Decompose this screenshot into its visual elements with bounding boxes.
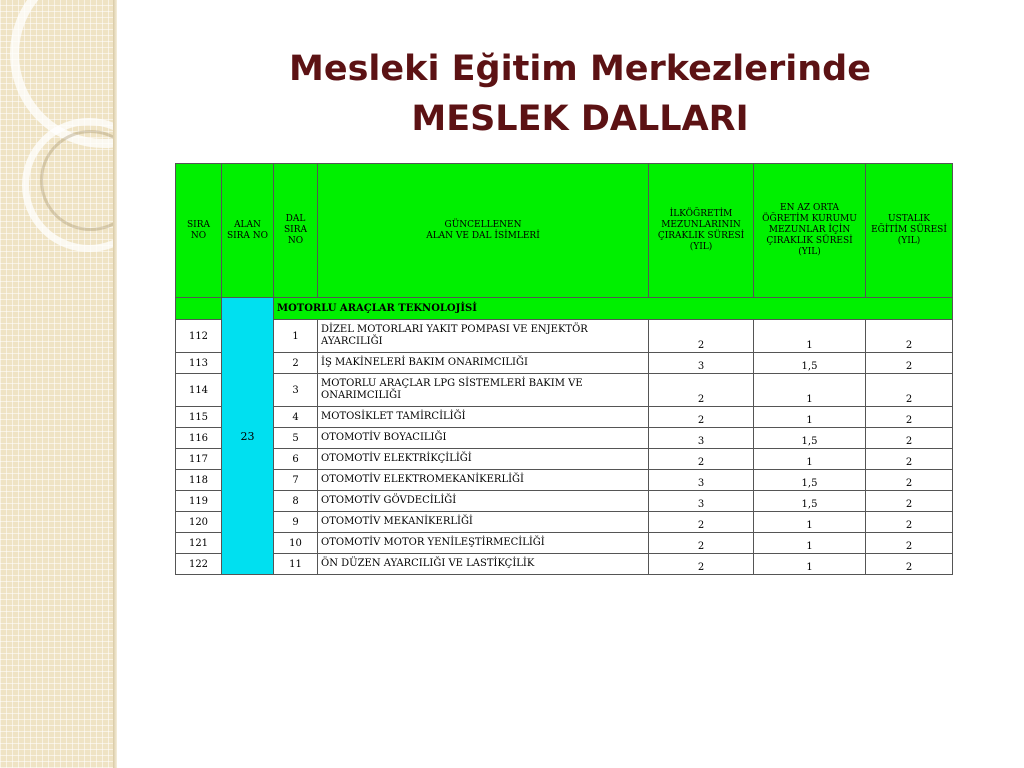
sira-no-cell: 115 bbox=[176, 407, 222, 428]
dal-sira-no-cell: 8 bbox=[274, 491, 318, 512]
dal-name-cell: MOTOSİKLET TAMİRCİLİĞİ bbox=[318, 407, 649, 428]
ortaogretim-suresi-cell: 1 bbox=[754, 533, 866, 554]
group-blank-cell bbox=[176, 298, 222, 320]
ilkogretim-suresi-cell: 2 bbox=[649, 512, 754, 533]
sidebar-edge bbox=[113, 0, 117, 768]
dal-name-cell: İŞ MAKİNELERİ BAKIM ONARIMCILIĞI bbox=[318, 353, 649, 374]
ilkogretim-suresi-cell: 2 bbox=[649, 320, 754, 353]
sira-no-cell: 122 bbox=[176, 554, 222, 575]
dal-name-cell: DİZEL MOTORLARI YAKIT POMPASI VE ENJEKTÖR AYARCILIĞI bbox=[318, 320, 649, 353]
ortaogretim-suresi-cell: 1,5 bbox=[754, 470, 866, 491]
ilkogretim-suresi-cell: 3 bbox=[649, 428, 754, 449]
ilkogretim-suresi-cell: 2 bbox=[649, 374, 754, 407]
ustalik-suresi-cell: 2 bbox=[866, 512, 953, 533]
sira-no-cell: 119 bbox=[176, 491, 222, 512]
dal-name-cell: OTOMOTİV BOYACILIĞI bbox=[318, 428, 649, 449]
ustalik-suresi-cell: 2 bbox=[866, 449, 953, 470]
ilkogretim-suresi-cell: 2 bbox=[649, 449, 754, 470]
table-row bbox=[176, 320, 953, 353]
dal-name-cell: OTOMOTİV MEKANİKERLİĞİ bbox=[318, 512, 649, 533]
table-row bbox=[176, 449, 953, 470]
sira-no-cell: 121 bbox=[176, 533, 222, 554]
decorative-sidebar bbox=[0, 0, 113, 768]
slide-title-line1: Mesleki Eğitim Merkezlerinde bbox=[289, 49, 871, 89]
table-row bbox=[176, 428, 953, 449]
table-row bbox=[176, 407, 953, 428]
ustalik-suresi-cell: 2 bbox=[866, 320, 953, 353]
table-row bbox=[176, 353, 953, 374]
group-name: MOTORLU ARAÇLAR TEKNOLOJİSİ bbox=[274, 298, 953, 320]
ustalik-suresi-cell: 2 bbox=[866, 470, 953, 491]
ortaogretim-suresi-cell: 1,5 bbox=[754, 491, 866, 512]
ortaogretim-suresi-cell: 1,5 bbox=[754, 428, 866, 449]
dal-name-cell: MOTORLU ARAÇLAR LPG SİSTEMLERİ BAKIM VE ONARIMCILIĞI bbox=[318, 374, 649, 407]
table-header-row bbox=[176, 164, 953, 298]
dal-sira-no-cell: 7 bbox=[274, 470, 318, 491]
table-row bbox=[176, 491, 953, 512]
ortaogretim-suresi-cell: 1 bbox=[754, 554, 866, 575]
dal-sira-no-cell: 3 bbox=[274, 374, 318, 407]
dal-sira-no-cell: 2 bbox=[274, 353, 318, 374]
header-ilkogretim-suresi: İLKÖĞRETİM MEZUNLARININ ÇIRAKLIK SÜRESİ (YIL) bbox=[649, 164, 754, 298]
ilkogretim-suresi-cell: 3 bbox=[649, 491, 754, 512]
dal-sira-no-cell: 9 bbox=[274, 512, 318, 533]
dal-name-cell: OTOMOTİV GÖVDECİLİĞİ bbox=[318, 491, 649, 512]
sira-no-cell: 112 bbox=[176, 320, 222, 353]
header-dal-sira-no: DAL SIRA NO bbox=[274, 164, 318, 298]
dal-sira-no-cell: 4 bbox=[274, 407, 318, 428]
ustalik-suresi-cell: 2 bbox=[866, 533, 953, 554]
table-row bbox=[176, 554, 953, 575]
ustalik-suresi-cell: 2 bbox=[866, 374, 953, 407]
ortaogretim-suresi-cell: 1 bbox=[754, 407, 866, 428]
sira-no-cell: 116 bbox=[176, 428, 222, 449]
group-row bbox=[176, 298, 953, 320]
sira-no-cell: 117 bbox=[176, 449, 222, 470]
ortaogretim-suresi-cell: 1 bbox=[754, 320, 866, 353]
ilkogretim-suresi-cell: 2 bbox=[649, 533, 754, 554]
sira-no-cell: 118 bbox=[176, 470, 222, 491]
meslek-dallari-table bbox=[175, 163, 953, 575]
slide-title-line2: MESLEK DALLARI bbox=[411, 99, 749, 139]
ustalik-suresi-cell: 2 bbox=[866, 554, 953, 575]
sira-no-cell: 114 bbox=[176, 374, 222, 407]
header-ustalik-suresi: USTALIK EĞİTİM SÜRESİ (YIL) bbox=[866, 164, 953, 298]
dal-sira-no-cell: 10 bbox=[274, 533, 318, 554]
ortaogretim-suresi-cell: 1,5 bbox=[754, 353, 866, 374]
table-row bbox=[176, 374, 953, 407]
dal-sira-no-cell: 1 bbox=[274, 320, 318, 353]
sira-no-cell: 120 bbox=[176, 512, 222, 533]
sira-no-cell: 113 bbox=[176, 353, 222, 374]
dal-name-cell: OTOMOTİV ELEKTRİKÇİLİĞİ bbox=[318, 449, 649, 470]
ustalik-suresi-cell: 2 bbox=[866, 428, 953, 449]
ortaogretim-suresi-cell: 1 bbox=[754, 374, 866, 407]
table-row bbox=[176, 512, 953, 533]
alan-sira-no-cell: 23 bbox=[222, 298, 274, 575]
ustalik-suresi-cell: 2 bbox=[866, 353, 953, 374]
ilkogretim-suresi-cell: 3 bbox=[649, 353, 754, 374]
table-row bbox=[176, 533, 953, 554]
table-row bbox=[176, 470, 953, 491]
ilkogretim-suresi-cell: 2 bbox=[649, 407, 754, 428]
dal-name-cell: OTOMOTİV MOTOR YENİLEŞTİRMECİLİĞİ bbox=[318, 533, 649, 554]
header-alan-dal-isimleri: GÜNCELLENEN ALAN VE DAL İSİMLERİ bbox=[318, 164, 649, 298]
dal-name-cell: ÖN DÜZEN AYARCILIĞI VE LASTİKÇİLİK bbox=[318, 554, 649, 575]
dal-sira-no-cell: 6 bbox=[274, 449, 318, 470]
ortaogretim-suresi-cell: 1 bbox=[754, 512, 866, 533]
dal-sira-no-cell: 5 bbox=[274, 428, 318, 449]
ilkogretim-suresi-cell: 2 bbox=[649, 554, 754, 575]
header-sira-no: SIRA NO bbox=[176, 164, 222, 298]
dal-name-cell: OTOMOTİV ELEKTROMEKANİKERLİĞİ bbox=[318, 470, 649, 491]
slide-title bbox=[170, 44, 990, 144]
ortaogretim-suresi-cell: 1 bbox=[754, 449, 866, 470]
header-alan-sira-no: ALAN SIRA NO bbox=[222, 164, 274, 298]
dal-sira-no-cell: 11 bbox=[274, 554, 318, 575]
ustalik-suresi-cell: 2 bbox=[866, 407, 953, 428]
header-ortaogretim-suresi: EN AZ ORTA ÖĞRETİM KURUMU MEZUNLAR İÇİN ÇIRAKLIK SÜRESİ (YIL) bbox=[754, 164, 866, 298]
ustalik-suresi-cell: 2 bbox=[866, 491, 953, 512]
ilkogretim-suresi-cell: 3 bbox=[649, 470, 754, 491]
